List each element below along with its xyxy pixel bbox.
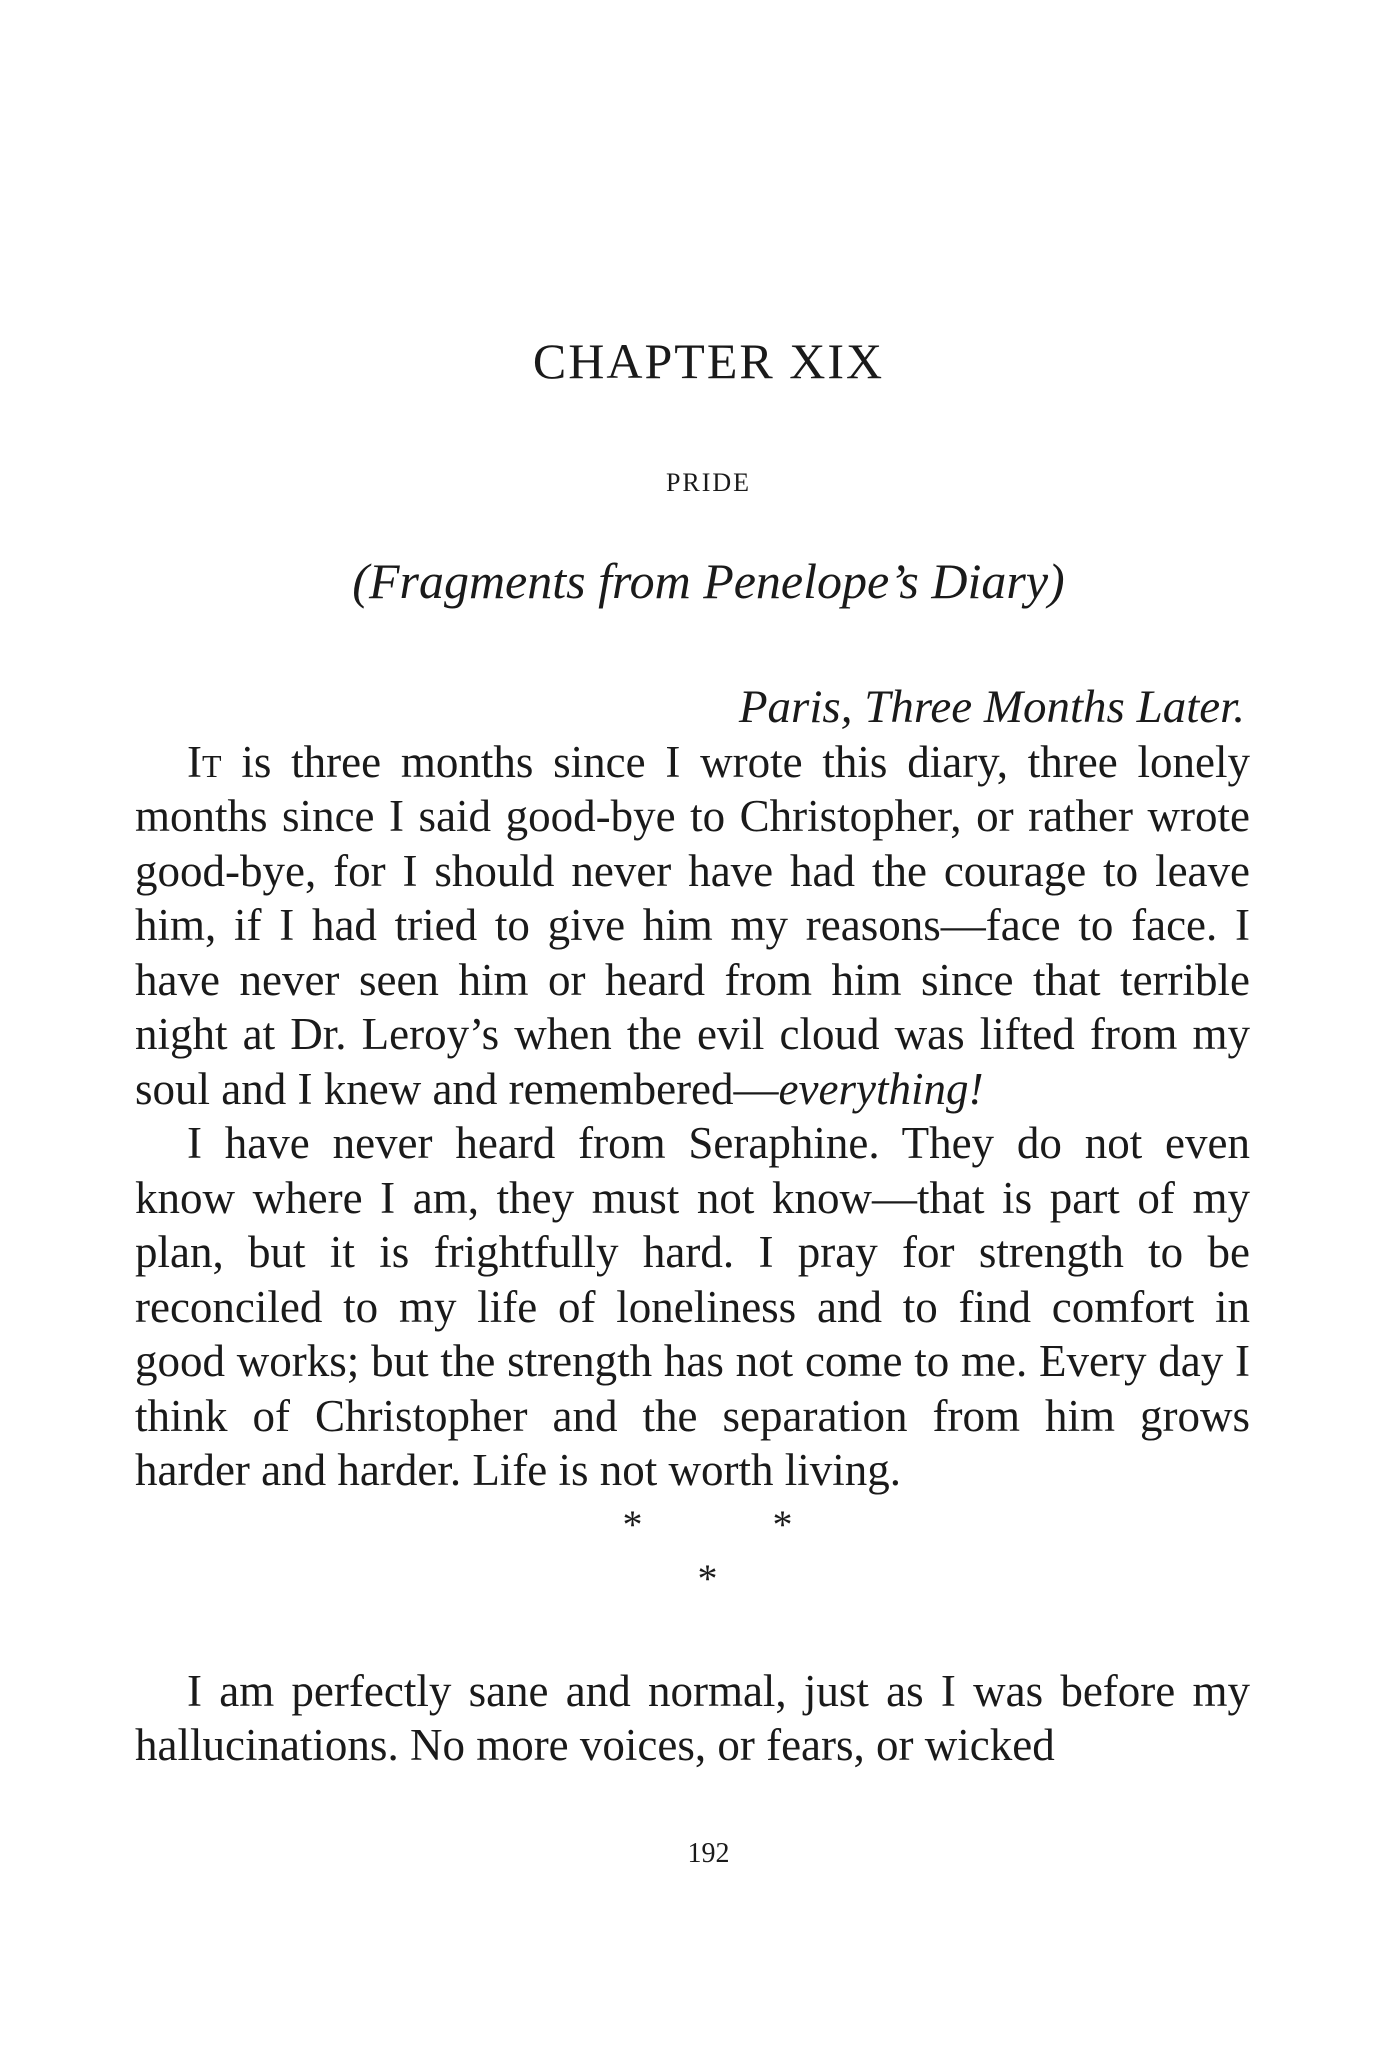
chapter-title: CHAPTER XIX <box>532 333 885 389</box>
paragraph-1 <box>135 735 1250 1117</box>
drop-lead-word: It <box>187 736 222 787</box>
section-separator <box>135 1498 1250 1606</box>
paragraph-1-emphasis: everything! <box>778 1063 984 1114</box>
separator-row-top <box>165 1498 1250 1552</box>
separator-star-left: * <box>622 1501 643 1547</box>
body-text <box>135 680 1250 1773</box>
separator-gap <box>135 1606 1250 1664</box>
paragraph-2: I have never heard from Seraphine. They do not even know where I am, they must not know—that is part of my plan, but it is frightfully hard. I pray for strength to be reconciled to my life of loneliness and to find comfort in good works; but the strength has not come to me. Every day I think of Christopher and the separation from him grows harder and harder. Life is not worth living. <box>135 1118 1250 1495</box>
separator-star-right: * <box>772 1501 793 1547</box>
paragraph-1-text: is three months since I wrote this diary, three lonely months since I said good-bye to Christopher, or rather wrote good-bye, for I should never have had the courage to leave him, if I had tried to give him my reasons—face to face. I have never seen him or heard from him since that terrible night at Dr. Leroy’s when the evil cloud was lifted from my soul and I knew and remembered— <box>135 736 1250 1114</box>
dateline: Paris, Three Months Later. <box>738 681 1245 733</box>
paragraph-3: I am perfectly sane and normal, just as I was before my hallucinations. No more voices, or fears, or wicked <box>135 1665 1250 1770</box>
chapter-subtitle: PRIDE <box>665 468 752 497</box>
page-number: 192 <box>687 1838 730 1869</box>
fragment-heading: (Fragments from Penelope’s Diary) <box>352 553 1065 609</box>
separator-star-center: * <box>697 1555 718 1601</box>
